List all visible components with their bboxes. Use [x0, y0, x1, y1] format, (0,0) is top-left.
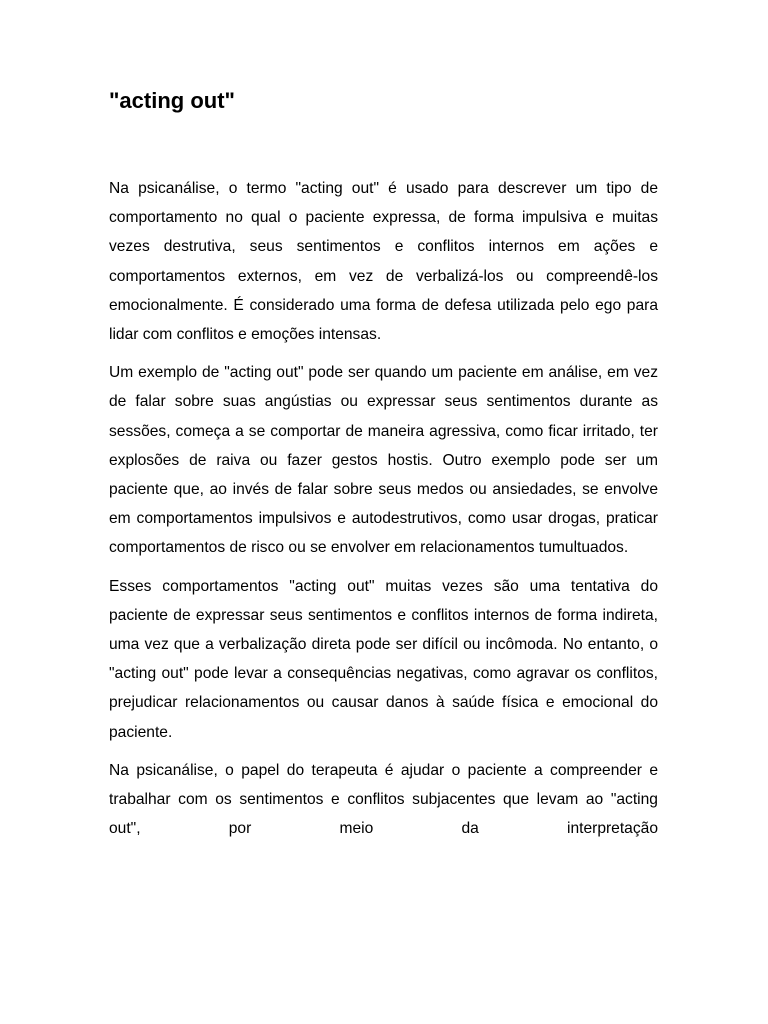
paragraph-definition: Na psicanálise, o termo "acting out" é usado para descrever um tipo de comportamento no qual o paciente expressa, de forma impulsiva e muitas vezes destrutiva, seus sentimentos e conflitos internos em ações e comportamentos externos, em vez de verbalizá-los ou compreendê-los emocionalmente. É considerado uma forma de defesa utilizada pelo ego para lidar com conflitos e emoções intensas. — [109, 180, 658, 344]
paragraph-example: Um exemplo de "acting out" pode ser quando um paciente em análise, em vez de falar sobre suas angústias ou expressar seus sentimentos durante as sessões, começa a se comportar de maneira agressiva, como ficar irritado, ter explosões de raiva ou fazer gestos hostis. Outro exemplo pode ser um paciente que, ao invés de falar sobre seus medos ou ansiedades, se envolve em comportamentos impulsivos e autodestrutivos, como usar drogas, praticar comportamentos de risco ou se envolver em relacionamentos tumultuados. — [109, 364, 658, 557]
paragraph-therapist-role: Na psicanálise, o papel do terapeuta é ajudar o paciente a compreender e trabalhar com os sentimentos e conflitos subjacentes que levam ao "acting out", por meio da interpretação — [109, 761, 658, 838]
document-body — [109, 174, 658, 852]
paragraph-consequences: Esses comportamentos "acting out" muitas vezes são uma tentativa do paciente de expressar seus sentimentos e conflitos internos de forma indireta, uma vez que a verbalização direta pode ser difícil ou incômoda. No entanto, o "acting out" pode levar a consequências negativas, como agravar os conflitos, prejudicar relacionamentos ou causar danos à saúde física e emocional do paciente. — [109, 577, 658, 741]
document-title: "acting out" — [109, 88, 235, 113]
